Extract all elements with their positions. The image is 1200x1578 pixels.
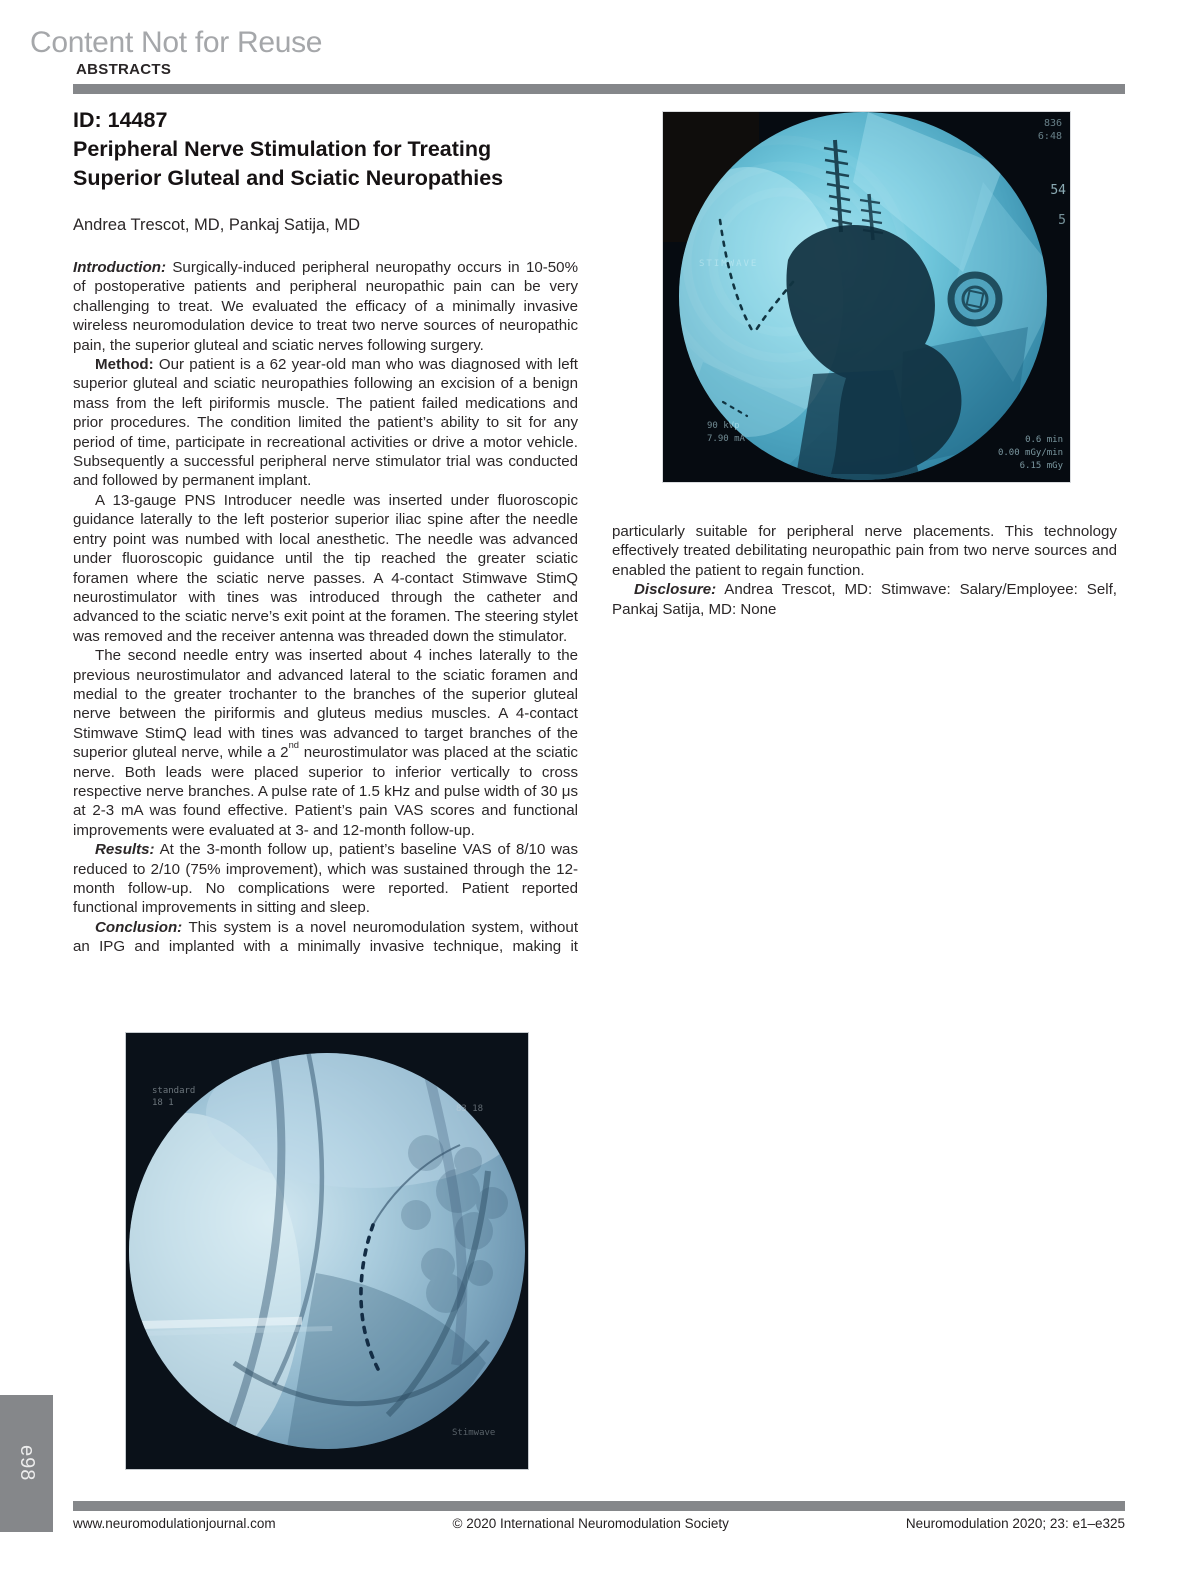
fluoro2-corner-digits: 83 18 xyxy=(456,1104,484,1114)
abstract-heading xyxy=(73,106,578,193)
paragraph-disclosure xyxy=(612,580,1117,619)
method-text-3a: The second needle entry was inserted about 4 inches laterally to the previous neurostimulator and advanced lateral to the sciatic foramen and medial to the greater trochanter to the branches of the superior gluteal nerve between the piriformis and gluteus medius muscles. A 4-contact Stimwave StimQ lead with tines was advanced to target branches of the superior gluteal nerve, while a 2 xyxy=(73,647,578,762)
abstract-title-line1: Peripheral Nerve Stimulation for Treating xyxy=(73,137,492,161)
conclusion-text: This system is a novel neuromodulation system, without an IPG and implanted with a minimally invasive technique, making it xyxy=(73,918,579,956)
fluoroscopy-image-pelvis xyxy=(663,112,1070,482)
paragraph-results xyxy=(73,840,578,918)
paragraph-method xyxy=(73,355,578,491)
fluoro1-corner-time: 6:48 xyxy=(1037,131,1062,142)
abstract-body-right-column xyxy=(612,522,1117,619)
ordinal-superscript: nd xyxy=(288,739,299,750)
abstract-id: ID: 14487 xyxy=(73,108,168,132)
fluoro1-kvp: 90 kVp xyxy=(707,421,740,431)
fluoro1-dose-time: 0.6 min xyxy=(1025,435,1063,445)
introduction-label: Introduction: xyxy=(73,259,167,276)
header-rule xyxy=(73,84,1125,94)
paragraph-introduction xyxy=(73,258,578,355)
disclosure-text: Andrea Trescot, MD: Stimwave: Salary/Employee: Self, Pankaj Satija, MD: None xyxy=(612,581,1117,618)
fluoro1-right-number-1: 54 xyxy=(1050,183,1066,198)
fluoro1-dose-rate: 0.00 mGy/min xyxy=(997,448,1063,458)
implant-washer xyxy=(951,275,999,323)
fluoro1-right-number-2: 5 xyxy=(1058,213,1066,228)
fluoro2-mode-label: standard xyxy=(152,1086,196,1096)
footer-website-link[interactable]: www.neuromodulationjournal.com xyxy=(73,1516,276,1531)
abstracts-section-label: ABSTRACTS xyxy=(76,61,172,78)
abstract-body-left-column xyxy=(73,258,578,957)
footer-citation: Neuromodulation 2020; 23: e1–e325 xyxy=(905,1516,1125,1531)
page-number: e98 xyxy=(16,1445,38,1482)
content-not-for-reuse-watermark: Content Not for Reuse xyxy=(30,26,323,59)
results-text: At the 3-month follow up, patient’s baseline VAS of 8/10 was reduced to 2/10 (75% improvement), which was sustained through the 12-month follow-up. No complications were reported. Patient reported functional improvements in sitting and sleep. xyxy=(73,841,578,917)
method-label: Method: xyxy=(95,356,154,374)
footer-rule xyxy=(73,1501,1125,1511)
fluoro2-mode-line2: 18 1 xyxy=(152,1098,174,1108)
paragraph-conclusion-continued xyxy=(612,522,1117,580)
method-text: Our patient is a 62 year-old man who was diagnosed with left superior gluteal and sciatic neuropathies following an excision of a benign mass from the left piriformis muscle. The patient failed medications and prior procedures. The condition limited the patient’s ability to sit for any period of time, participate in recreational activities or drive a motor vehicle. Subsequently a successful peripheral nerve stimulator trial was conducted and followed by permanent implant. xyxy=(73,356,578,490)
fluoro1-corner-number: 836 xyxy=(1043,118,1062,129)
footer xyxy=(73,1516,1125,1531)
conclusion-continued-text: particularly suitable for peripheral nerve placements. This technology effectively treated debilitating neuropathic pain from two nerve sources and enabled the patient to regain function. xyxy=(612,523,1117,579)
authors-line: Andrea Trescot, MD, Pankaj Satija, MD xyxy=(73,216,361,234)
introduction-text: Surgically-induced peripheral neuropathy occurs in 10-50% of postoperative patients and peripheral neuropathic pain can be very challenging to treat. We evaluated the efficacy of a minimally invasive wireless neuromodulation device to treat two nerve sources of neuropathic pain, the superior gluteal and sciatic nerves following surgery. xyxy=(73,259,578,354)
fluoro1-dose-total: 6.15 mGy xyxy=(1019,461,1063,471)
fluoroscopy-image-lateral xyxy=(126,1033,528,1469)
method-text-3b: neurostimulator was placed at the sciatic nerve. Both leads were placed superior to inferior vertically to cross respective nerve branches. A pulse rate of 1.5 kHz and pulse width of 30 μs at 2-3 mA was found effective. Patient’s pain VAS scores and functional improvements were evaluated at 3- and 12-month follow-up. xyxy=(73,744,578,839)
conclusion-label: Conclusion: xyxy=(95,918,183,936)
method-text-2: A 13-gauge PNS Introducer needle was inserted under fluoroscopic guidance laterally to the left posterior superior iliac spine after the needle entry point was numbed with local anesthetic. The needle was advanced under fluoroscopic guidance until the tip reached the greater sciatic foramen where the sciatic nerve passes. A 4-contact Stimwave StimQ neurostimulator with tines was introduced through the catheter and advanced to the sciatic nerve’s exit point at the foramen. The steering stylet was removed and the receiver antenna was threaded down the stimulator. xyxy=(73,491,578,645)
disclosure-label: Disclosure: xyxy=(634,581,717,599)
fluoro1-stimwave-label: STIMWAVE xyxy=(699,259,759,269)
paragraph-method-3 xyxy=(73,646,578,840)
fluoro1-ma: 7.90 mA xyxy=(707,434,745,444)
abstract-title-line2: Superior Gluteal and Sciatic Neuropathies xyxy=(73,166,504,190)
paragraph-conclusion xyxy=(73,918,578,957)
page-number-tab xyxy=(0,1395,53,1532)
fluoro2-brand-label: Stimwave xyxy=(452,1428,496,1438)
results-label: Results: xyxy=(95,841,155,859)
paragraph-method-2 xyxy=(73,491,578,646)
footer-copyright: © 2020 International Neuromodulation Society xyxy=(452,1516,729,1531)
